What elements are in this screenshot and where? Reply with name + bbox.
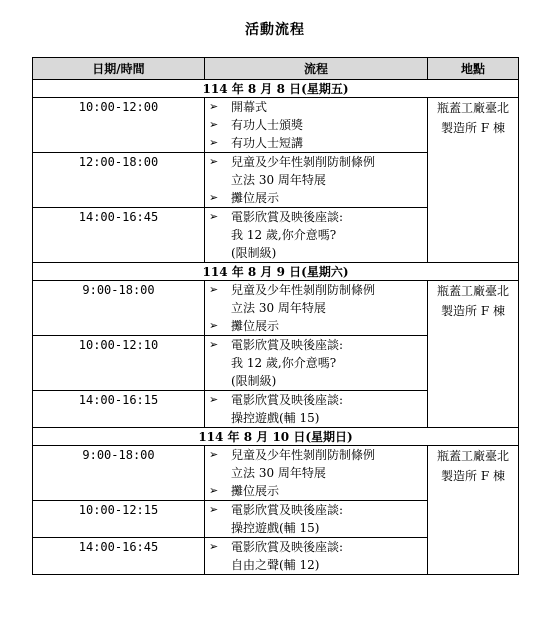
session-flow (205, 538, 428, 575)
page-title: 活動流程 (245, 22, 305, 38)
arrow-bullet-icon: ➢ (209, 100, 219, 113)
arrow-bullet-icon: ➢ (209, 540, 219, 553)
program-list (205, 501, 427, 537)
program-list (205, 391, 427, 427)
arrow-bullet-icon: ➢ (209, 484, 219, 497)
location-line: 製造所 F 棟 (441, 121, 505, 135)
session-flow (205, 446, 428, 501)
program-item-text: 電影欣賞及映後座談: (231, 338, 344, 352)
program-item-text: 攤位展示 (231, 319, 280, 333)
program-list (205, 446, 427, 500)
program-item-text: 電影欣賞及映後座談: (231, 503, 344, 517)
program-item (205, 134, 427, 152)
program-item (205, 501, 427, 537)
arrow-bullet-icon: ➢ (209, 393, 219, 406)
session-time: 9:00-18:00 (33, 446, 205, 501)
schedule-body (33, 80, 519, 575)
program-item (205, 98, 427, 116)
arrow-bullet-icon: ➢ (209, 191, 219, 204)
program-list (205, 336, 427, 390)
program-item (205, 208, 427, 262)
program-item-text: 兒童及少年性剝削防制條例 (231, 448, 376, 462)
session-flow (205, 98, 428, 153)
session-flow (205, 208, 428, 263)
session-flow (205, 501, 428, 538)
arrow-bullet-icon: ➢ (209, 136, 219, 149)
header-flow: 流程 (205, 58, 428, 80)
program-item-text: 開幕式 (231, 100, 268, 114)
program-item (205, 391, 427, 427)
session-time: 10:00-12:15 (33, 501, 205, 538)
program-item-text: 攤位展示 (231, 191, 280, 205)
program-list (205, 538, 427, 574)
session-time: 14:00-16:15 (33, 391, 205, 428)
program-item-text: 操控遊戲(輔 15) (231, 411, 320, 425)
program-item-text: (限制級) (231, 246, 277, 260)
program-item-text: 自由之聲(輔 12) (231, 558, 320, 572)
session-time: 12:00-18:00 (33, 153, 205, 208)
location-line: 瓶蓋工廠臺北 (436, 284, 509, 298)
session-flow (205, 391, 428, 428)
session-time: 14:00-16:45 (33, 538, 205, 575)
session-location (428, 98, 519, 263)
header-time: 日期/時間 (33, 58, 205, 80)
program-item-text: 我 12 歲,你介意嗎? (231, 228, 337, 242)
schedule-table (32, 57, 519, 575)
arrow-bullet-icon: ➢ (209, 283, 219, 296)
session-location (428, 281, 519, 428)
program-item-text: 操控遊戲(輔 15) (231, 521, 320, 535)
program-item (205, 153, 427, 189)
session-location (428, 446, 519, 575)
session-row (33, 281, 519, 336)
program-item (205, 317, 427, 335)
program-list (205, 98, 427, 152)
arrow-bullet-icon: ➢ (209, 118, 219, 131)
program-item (205, 281, 427, 317)
location-line: 瓶蓋工廠臺北 (436, 101, 509, 115)
program-list (205, 208, 427, 262)
program-list (205, 153, 427, 207)
arrow-bullet-icon: ➢ (209, 448, 219, 461)
session-flow (205, 281, 428, 336)
location-line: 製造所 F 棟 (441, 469, 505, 483)
program-item (205, 446, 427, 482)
program-item-text: 兒童及少年性剝削防制條例 (231, 155, 376, 169)
program-item-text: 我 12 歲,你介意嗎? (231, 356, 337, 370)
program-item-text: 電影欣賞及映後座談: (231, 540, 344, 554)
session-row (33, 98, 519, 153)
arrow-bullet-icon: ➢ (209, 210, 219, 223)
session-time: 9:00-18:00 (33, 281, 205, 336)
program-item-text: 兒童及少年性剝削防制條例 (231, 283, 376, 297)
location-line: 瓶蓋工廠臺北 (436, 449, 509, 463)
program-list (205, 281, 427, 335)
program-item-text: 有功人士頒獎 (231, 118, 304, 132)
session-time: 10:00-12:00 (33, 98, 205, 153)
arrow-bullet-icon: ➢ (209, 319, 219, 332)
arrow-bullet-icon: ➢ (209, 155, 219, 168)
program-item (205, 189, 427, 207)
program-item-text: 立法 30 周年特展 (231, 173, 326, 187)
header-location: 地點 (428, 58, 519, 80)
session-flow (205, 336, 428, 391)
arrow-bullet-icon: ➢ (209, 503, 219, 516)
date-row (33, 80, 519, 98)
header-row (33, 58, 519, 80)
date-row (33, 263, 519, 281)
session-time: 14:00-16:45 (33, 208, 205, 263)
program-item-text: 攤位展示 (231, 484, 280, 498)
program-item (205, 116, 427, 134)
arrow-bullet-icon: ➢ (209, 338, 219, 351)
program-item-text: 立法 30 周年特展 (231, 301, 326, 315)
date-heading: 114 年 8 月 9 日(星期六) (33, 263, 519, 281)
date-heading: 114 年 8 月 8 日(星期五) (33, 80, 519, 98)
date-heading: 114 年 8 月 10 日(星期日) (33, 428, 519, 446)
session-time: 10:00-12:10 (33, 336, 205, 391)
location-line: 製造所 F 棟 (441, 304, 505, 318)
program-item-text: 有功人士短講 (231, 136, 304, 150)
program-item (205, 482, 427, 500)
program-item-text: 電影欣賞及映後座談: (231, 393, 344, 407)
date-row (33, 428, 519, 446)
program-item-text: 電影欣賞及映後座談: (231, 210, 344, 224)
program-item-text: (限制級) (231, 374, 277, 388)
program-item-text: 立法 30 周年特展 (231, 466, 326, 480)
session-row (33, 446, 519, 501)
session-flow (205, 153, 428, 208)
program-item (205, 336, 427, 390)
program-item (205, 538, 427, 574)
